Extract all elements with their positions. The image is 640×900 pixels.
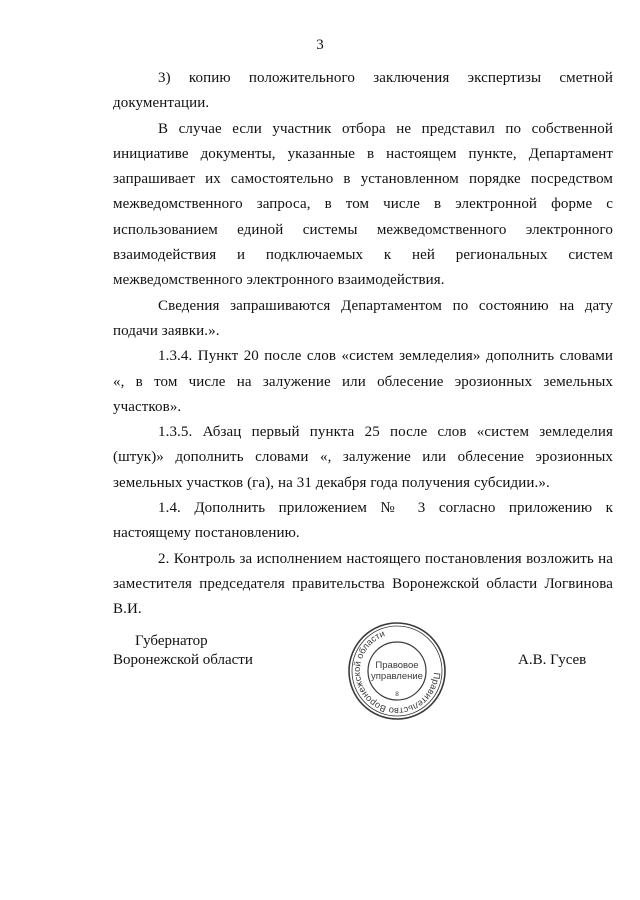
paragraph-3: Сведения запрашиваются Департаментом по состоянию на дату подачи заявки.». (113, 297, 613, 339)
stamp-center-line2: управление (371, 671, 423, 682)
paragraph-4: 1.3.4. Пункт 20 после слов «систем земледелия» дополнить словами «, в том числе на залужение или облесение эрозионных земельных участков». (113, 348, 613, 415)
official-stamp (346, 620, 448, 722)
signature-block (113, 628, 613, 717)
signatory-name: А.В. Гусев (518, 652, 587, 668)
paragraph-5: 1.3.5. Абзац первый пункта 25 после слов «систем земледелия (штук)» дополнить словами «, залужение или облесение эрозионных земельных участков (га), на 31 декабря года получения субсидии.». (113, 424, 613, 491)
stamp-ring-text: Правительство Воронежской области (351, 628, 443, 717)
stamp-center-line1: Правовое (375, 660, 419, 671)
stamp-seal-icon (346, 620, 448, 722)
paragraph-1: 3) копию положительного заключения экспертизы сметной документации. (113, 70, 613, 112)
page-number: 3 (316, 37, 324, 53)
document-body (113, 66, 613, 623)
signatory-position: Губернатор (135, 633, 208, 649)
paragraph-7: 2. Контроль за исполнением настоящего постановления возложить на заместителя председателя правительства Воронежской области Логвинова В.И. (113, 550, 613, 618)
stamp-mark: 8 (395, 691, 399, 698)
signatory-region: Воронежской области (113, 652, 253, 668)
paragraph-2: В случае если участник отбора не представил по собственной инициативе документы, указанные в настоящем пункте, Департамент запрашивает их самостоятельно в установленном порядке посредством межведомственного запроса, в том числе в электронной форме с использованием единой системы межведомственного электронного взаимодействия и подключаемых к ней региональных систем межведомственного электронного взаимодействия. (113, 120, 613, 289)
signatory-title (113, 632, 283, 670)
paragraph-6: 1.4. Дополнить приложением № 3 согласно приложению к настоящему постановлению. (113, 500, 613, 542)
